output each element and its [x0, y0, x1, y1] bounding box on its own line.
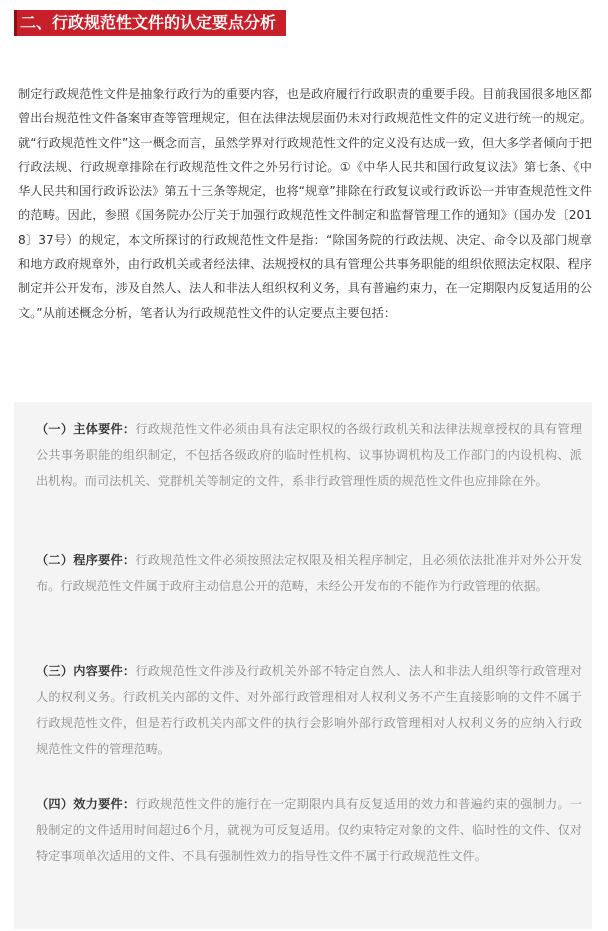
requirement-label: （三）内容要件： [36, 664, 136, 678]
requirement-effect [36, 791, 582, 869]
requirement-content [36, 658, 582, 762]
heading-accent-bar [14, 10, 17, 36]
section-heading [14, 10, 286, 36]
section-heading-text: 二、行政规范性文件的认定要点分析 [20, 13, 277, 32]
requirement-subject [36, 416, 582, 494]
requirement-text: 行政规范性文件必须按照法定权限及相关程序制定，且必须依法批准并对外公开发布。行政规范性文件属于政府主动信息公开的范畴，未经公开发布的不能作为行政管理的依据。 [36, 553, 583, 593]
requirement-label: （二）程序要件： [36, 553, 136, 567]
intro-paragraph: 制定行政规范性文件是抽象行政行为的重要内容，也是政府履行行政职责的重要手段。目前我国很多地区都曾出台规范性文件备案审查等管理规定，但在法律法规层面仍未对行政规范性文件的定义进行统一的规定。就“行政规范性文件”这一概念而言，虽然学界对行政规范性文件的定义没有达成一致，但大多学者倾向于把行政法规、行政规章排除在行政规范性文件之外另行讨论。①《中华人民共和国行政复议法》第七条、《中华人民共和国行政诉讼法》第五十三条等规定，也将“规章”排除在行政复议或行政诉讼一并审查规范性文件的范畴。因此，参照《国务院办公厅关于加强行政规范性文件制定和监督管理工作的通知》（国办发〔2018〕37号）的规定，本文所探讨的行政规范性文件是指：“除国务院的行政法规、决定、命令以及部门规章和地方政府规章外，由行政机关或者经法律、法规授权的具有管理公共事务职能的组织依照法定权限、程序制定并公开发布，涉及自然人、法人和非法人组织权利义务，具有普遍约束力，在一定期限内反复适用的公文。”从前述概念分析，笔者认为行政规范性文件的认定要点主要包括： [18, 87, 592, 320]
requirement-text: 行政规范性文件的施行在一定期限内具有反复适用的效力和普遍约束的强制力。一般制定的文件适用时间超过6个月，就视为可反复适用。仅约束特定对象的文件、临时性的文件、仅对特定事项单次适用的文件、不具有强制性效力的指导性文件不属于行政规范性文件。 [36, 797, 583, 863]
requirement-text: 行政规范性文件必须由具有法定职权的各级行政机关和法律法规章授权的具有管理公共事务职能的组织制定，不包括各级政府的临时性机构、议事协调机构及工作部门的内设机构、派出机构。而司法机关、党群机关等制定的文件，系非行政管理性质的规范性文件也应排除在外。 [36, 422, 583, 488]
requirement-label: （一）主体要件： [36, 422, 136, 436]
requirement-text: 行政规范性文件涉及行政机关外部不特定自然人、法人和非法人组织等行政管理对人的权利义务。行政机关内部的文件、对外部行政管理相对人权利义务不产生直接影响的文件不属于行政规范性文件，但是若行政机关内部文件的执行会影响外部行政管理相对人权利义务的应纳入行政规范性文件的管理范畴。 [36, 664, 583, 756]
requirement-procedure [36, 547, 582, 599]
requirement-label: （四）效力要件： [36, 797, 136, 811]
requirements-box [14, 402, 592, 929]
